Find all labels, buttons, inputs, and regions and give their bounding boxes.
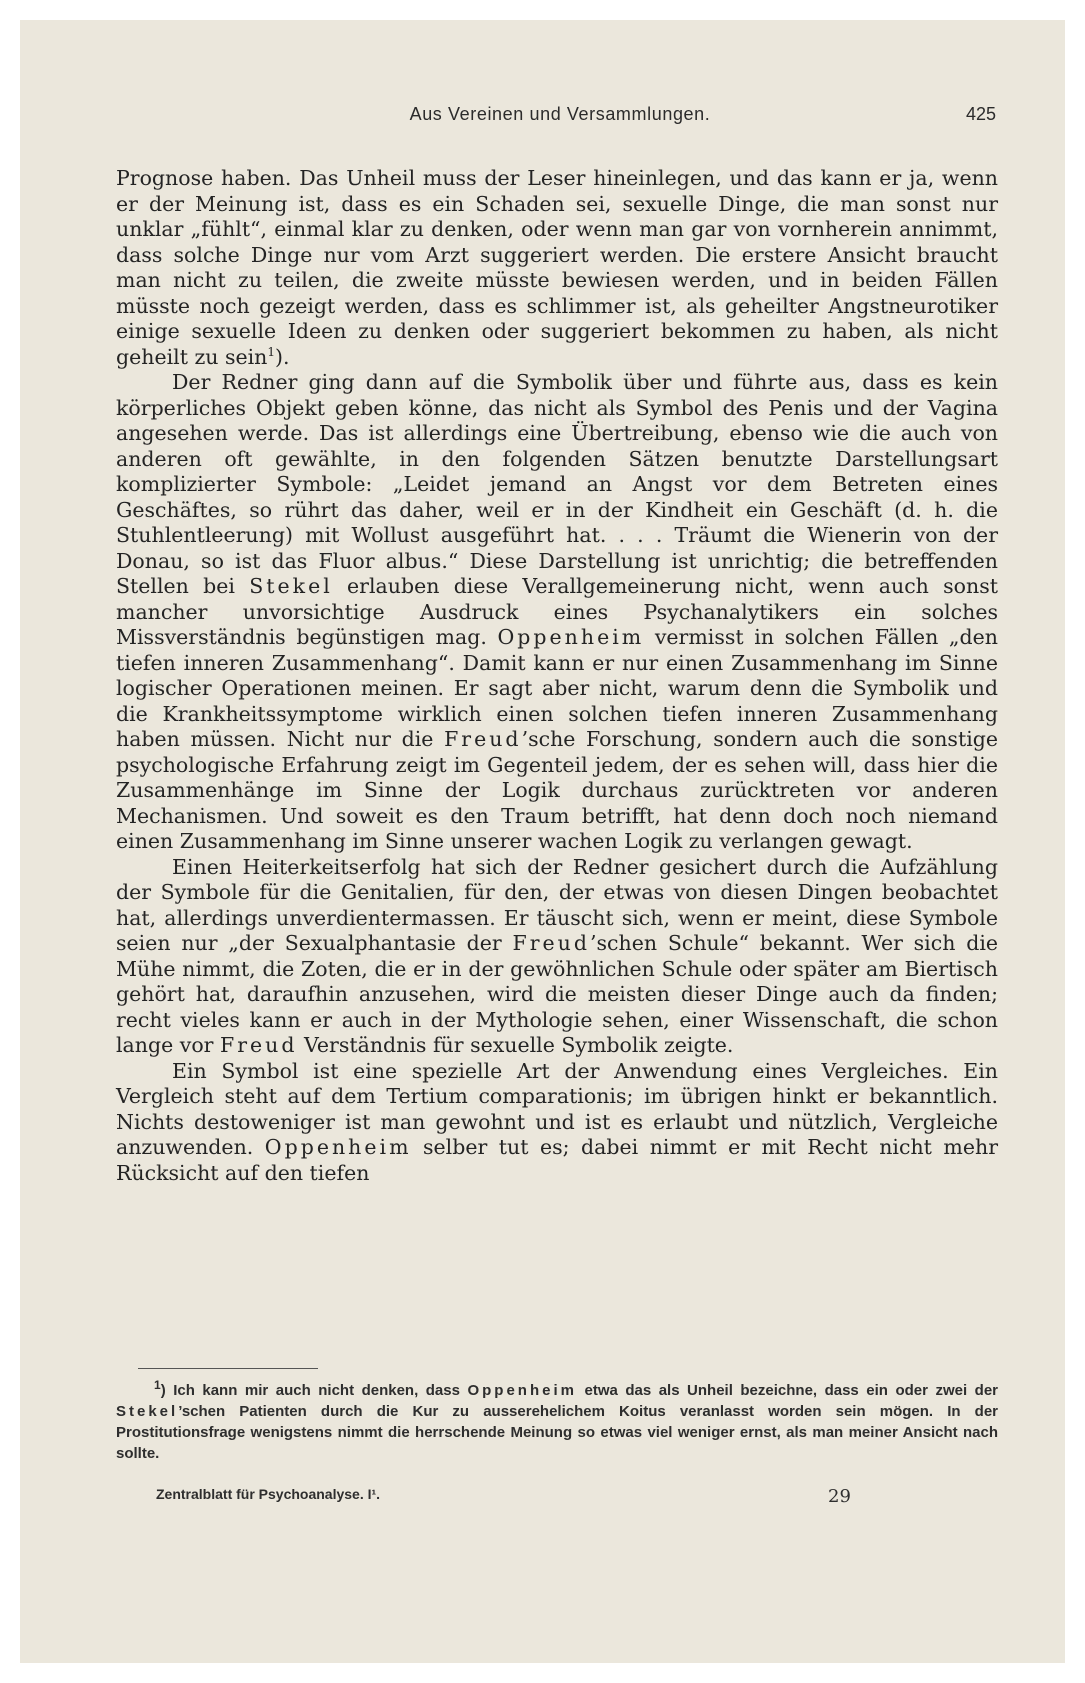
text-run: Ein Symbol ist eine spezielle Art der Anwendung eines Vergleiches. Ein Vergleich steht auf dem Tertium comparationis; im übrigen hinkt er bekanntlich. Nichts destoweniger ist man gewohnt und ist es erlaubt und nützlich, Vergleiche anzuwenden. [116,1058,998,1159]
spaced-name: Oppenheim [264,1135,412,1159]
body-text [116,166,998,1186]
signature-mark: 29 [828,1486,851,1507]
scanned-page [20,20,1065,1663]
text-run: Der Redner ging dann auf die Symbolik über und führte aus, dass es kein körperliches Objekt geben könne, das nicht als Symbol des Penis und der Vagina angesehen werde. Das ist allerdings eine Übertreibung, ebenso wie die auch von anderen oft gewählte, in den folgenden Sätzen benutzte Darstellungsart komplizierter Symbole: „Leidet jemand an Angst vor dem Betreten eines Geschäftes, so rührt das daher, weil er in der Kindheit ein Geschäft (d. h. die Stuhlentleerung) mit Wollust ausgeführt hat. . . . Träumt die Wienerin von der Donau, so ist das Fluor albus.“ Diese Darstellung ist unrichtig; die betreffenden Stellen bei [116,370,998,598]
spaced-name: Stekel [249,574,333,598]
spaced-name: Oppenheim [497,625,645,649]
footnote-marker: 1 [154,1378,161,1392]
spaced-name: Freud [444,727,522,751]
paragraph-1 [116,166,998,370]
running-title: Aus Vereinen und Versammlungen. [409,104,711,124]
text-run: vermisst in solchen Fällen „den tiefen inneren Zusammenhang“. Damit kann er nur einen Zusammenhang im Sinne logischer Operationen meinen. Er sagt aber nicht, warum denn die Symbolik und die Krankheitssymptome wirklich einen solchen tiefen inneren Zusammenhang haben müssen. Nicht nur die [116,625,998,751]
text-run: Verständnis für sexuelle Symbolik zeigte. [297,1033,734,1057]
text-run: ’schen Schule“ bekannt. Wer sich die Mühe nimmt, die Zoten, die er in der gewöhnlichen Schule oder später am Biertisch gehört hat, daraufhin anzusehen, wird die meisten dieser Dinge auch da finden; recht vieles kann er auch in der Mythologie sehen, einer Wissenschaft, die schon lange vor [116,931,999,1057]
spaced-name: Freud [220,1033,298,1057]
page-number: 425 [965,104,996,124]
footnote-divider [138,1368,318,1369]
spaced-name: Stekel [116,1403,179,1420]
text-run: ’sche Forschung, sondern auch die sonstige psychologische Erfahrung zeigt im Gegenteil jedem, der es sehen will, dass hier die Zusammenhänge im Sinne der Logik durchaus zurücktreten vor anderen Mechanismen. Und soweit es den Traum betrifft, hat denn doch noch niemand einen Zusammenhang im Sinne unserer wachen Logik zu verlangen gewagt. [116,727,999,853]
paragraph-2 [116,370,998,855]
text-run: erlauben diese Verallgemeinerung nicht, wenn auch sonst mancher unvorsichtige Ausdruck eines Psychanalytikers ein solches Missverständnis begünstigen mag. [116,574,998,649]
spaced-name: Freud [512,931,590,955]
text-run: Einen Heiterkeitserfolg hat sich der Redner gesichert durch die Aufzählung der Symbole für die Genitalien, für den, der etwas von diesen Dingen beobachtet hat, allerdings unverdientermassen. Er täuscht sich, wenn er meint, diese Symbole seien nur „der Sexualphantasie der [116,854,998,955]
footnote-reference: 1 [267,344,276,359]
text-run: selber tut es; dabei nimmt er mit Recht nicht mehr Rücksicht auf den tiefen [116,1135,998,1185]
text-run: ). [275,344,290,369]
text-run: ’schen Patienten durch die Kur zu ausserehelichem Koitus veranlasst worden sein mögen. In der Prostitutionsfrage wenigstens nimmt die herrschende Meinung so etwas viel weniger ernst, als man meiner Ansicht nach sollte. [116,1403,998,1462]
footnote-text [116,1380,998,1464]
text-run: Prognose haben. Das Unheil muss der Leser hineinlegen, und das kann er ja, wenn er der Meinung ist, dass es ein Schaden sei, sexuelle Dinge, die man sonst nur unklar „fühlt“, einmal klar zu denken, oder wenn man gar von vornherein annimmt, dass solche Dinge nur vom Arzt suggeriert werden. Die erstere Ansicht braucht man nicht zu teilen, die zweite müsste bewiesen werden, und in beiden Fällen müsste noch gezeigt werden, dass es schlimmer ist, als geheilter Angstneurotiker einige sexuelle Ideen zu denken oder suggeriert bekommen zu haben, als nicht geheilt zu sein [116,166,998,369]
paragraph-3 [116,855,998,1059]
spaced-name: Oppenheim [467,1382,577,1399]
page-header [120,104,1000,134]
text-run: etwa das als Unheil bezeichne, dass ein oder zwei der [576,1382,998,1399]
page-footer [120,1486,1000,1510]
footnote [116,1380,998,1464]
text-run: ) Ich kann mir auch nicht denken, dass [160,1382,468,1399]
paragraph-4 [116,1059,998,1187]
journal-source: Zentralblatt für Psychoanalyse. I¹. [156,1486,381,1502]
